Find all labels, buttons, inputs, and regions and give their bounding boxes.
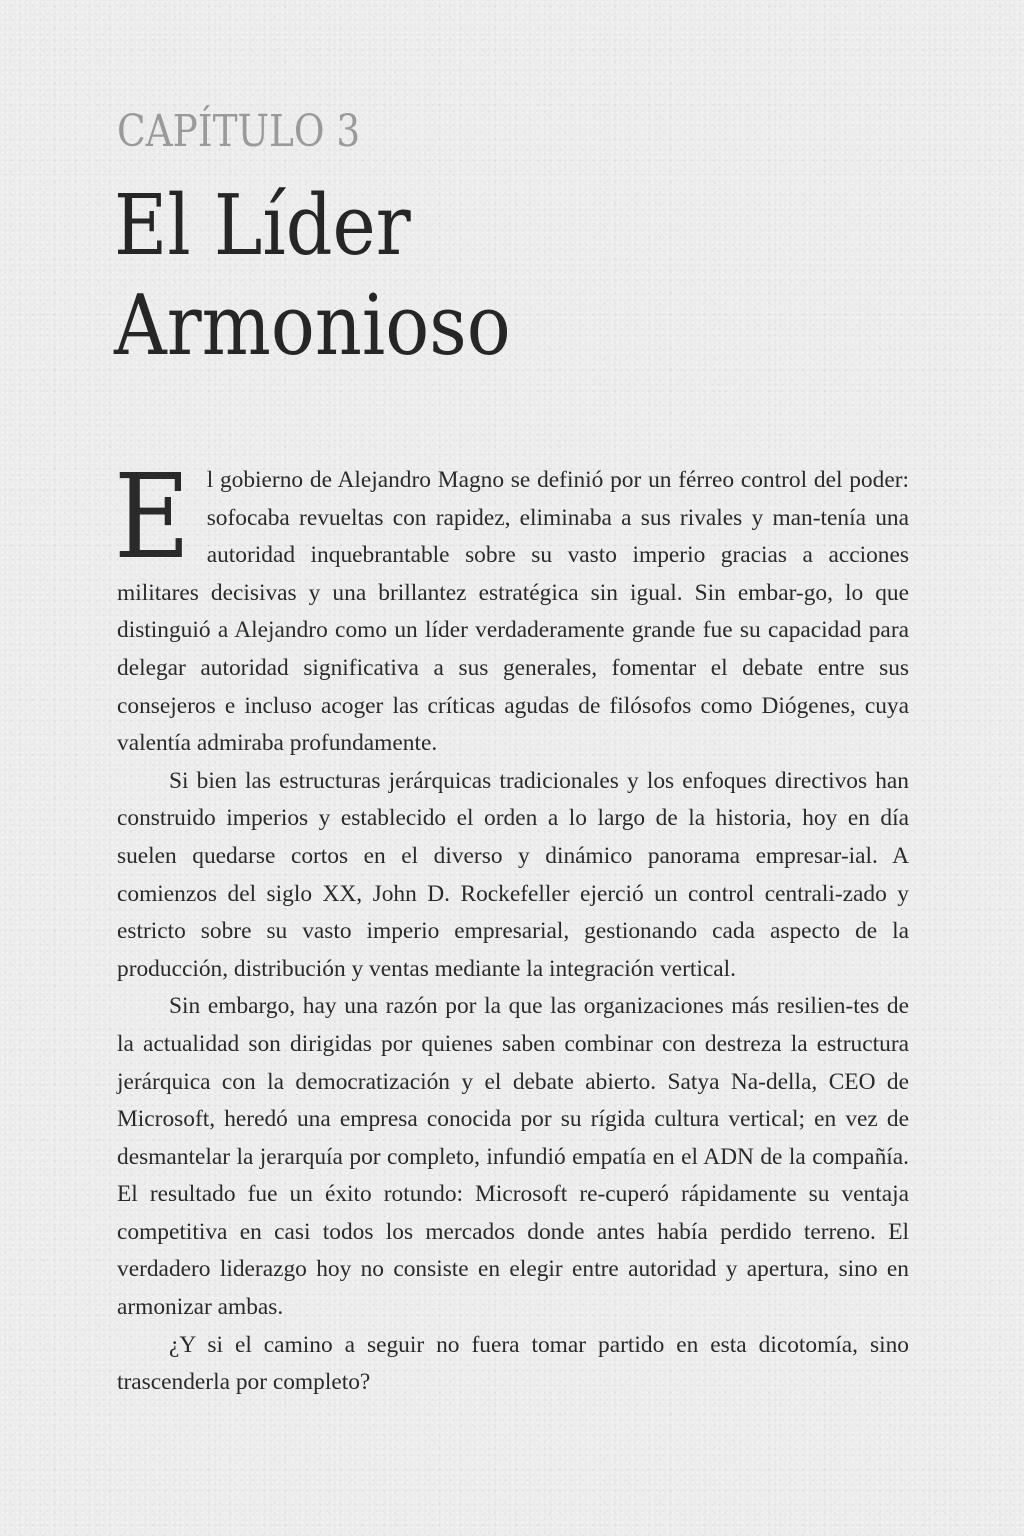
paragraph-1: l gobierno de Alejandro Magno se definió por un férreo control del poder: sofocaba revueltas con rapidez, eliminaba a sus rivales y man-tenía una autoridad inquebrantable sobre su vasto imperio gracias a acciones militares decisivas y una brillantez estratégica sin igual. Sin embar-go, lo que distinguió a Alejandro como un líder verdaderamente grande fue su capacidad para delegar autoridad significativa a sus generales, fomentar el debate entre sus consejeros e incluso acoger las críticas agudas de filósofos como Diógenes, cuya valentía admiraba profundamente. xyxy=(117,467,909,757)
chapter-title-line-1: El Líder xyxy=(114,177,411,274)
paragraph-4: ¿Y si el camino a seguir no fuera tomar partido en esta dicotomía, sino trascenderla por completo? xyxy=(117,1331,909,1396)
chapter-label: CAPÍTULO 3 xyxy=(117,106,361,157)
chapter-title xyxy=(114,176,511,376)
paragraph-2: Si bien las estructuras jerárquicas tradicionales y los enfoques directivos han construido imperios y establecido el orden a lo largo de la historia, hoy en día suelen quedarse cortos en el diverso y dinámico panorama empresar-ial. A comienzos del siglo XX, John D. Rockefeller ejerció un control centrali-zado y estricto sobre su vasto imperio empresarial, gestionando cada aspecto de la producción, distribución y ventas mediante la integración vertical. xyxy=(117,767,909,982)
chapter-body xyxy=(114,450,909,1402)
paragraph-3: Sin embargo, hay una razón por la que las organizaciones más resilien-tes de la actualidad son dirigidas por quienes saben combinar con destreza la estructura jerárquica con la democratización y el debate abierto. Satya Na-della, CEO de Microsoft, heredó una empresa conocida por su rígida cultura vertical; en vez de desmantelar la jerarquía por completo, infundió empatía en el ADN de la compañía. El resultado fue un éxito rotundo: Microsoft re-cuperó rápidamente su ventaja competitiva en casi todos los mercados donde antes había perdido terreno. El verdadero liderazgo hoy no consiste en elegir entre autoridad y apertura, sino en armonizar ambas. xyxy=(117,993,909,1321)
paragraph-1-container xyxy=(114,450,909,763)
chapter-title-line-2: Armonioso xyxy=(114,277,511,374)
drop-cap: E xyxy=(114,450,191,585)
